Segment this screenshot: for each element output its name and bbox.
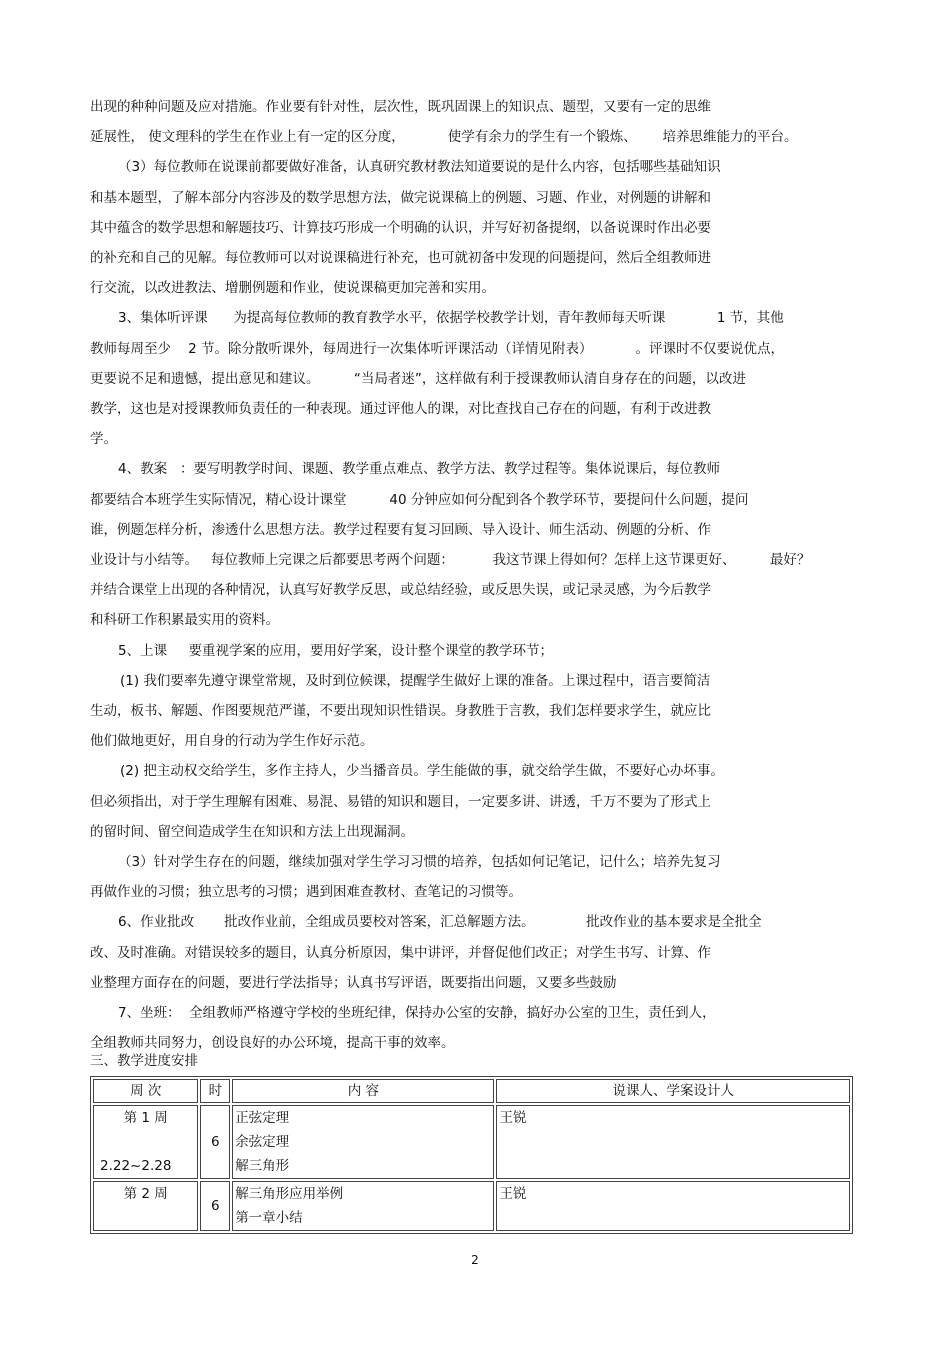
week-label: 第 2 周	[123, 1186, 168, 1202]
page-number: 2	[471, 1253, 479, 1267]
content-cell	[232, 1181, 494, 1231]
paragraph-line: 的留时间、留空间造成学生在知识和方法上出现漏洞。	[90, 823, 414, 840]
paragraph-line: 更要说不足和遗憾，提出意见和建议。 “当局者迷”，这样做有利于授课教师认清自身存在的问题，以改进	[90, 370, 746, 387]
paragraph-line: 7、坐班： 全组教师严格遵守学校的坐班纪律，保持办公室的安静，搞好办公室的卫生，责任到人，	[118, 1005, 716, 1021]
paragraph-line: (2) 把主动权交给学生，多作主持人，少当播音员。学生能做的事，就交给学生做，不要好心办坏事。	[120, 763, 724, 780]
paragraph-line: 改、及时准确。对错误较多的题目，认真分析原因，集中讲评，并督促他们改正；对学生书写、计算、作	[90, 944, 711, 961]
schedule-table	[90, 1076, 853, 1234]
content-item: 解三角形应用举例	[235, 1186, 344, 1202]
week-date	[96, 1130, 195, 1154]
hours-cell: 6	[200, 1181, 230, 1231]
content-item: 余弦定理	[235, 1134, 290, 1150]
section-title: 三、教学进度安排	[90, 1053, 198, 1069]
header-week: 周 次	[93, 1079, 198, 1103]
paragraph-line: 延展性， 使文理科的学生在作业上有一定的区分度， 使学有余力的学生有一个锻炼、 培养思维能力的平台。	[90, 129, 798, 146]
header-person: 说课人、学案设计人	[496, 1079, 850, 1103]
content-item: 第一章小结	[235, 1210, 303, 1226]
paragraph-line: 的补充和自己的见解。每位教师可以对说课稿进行补充，也可就初备中发现的问题提问，然后全组教师进	[90, 250, 711, 266]
person-cell: 王锐	[496, 1105, 850, 1179]
paragraph-line: 教学，这也是对授课教师负责任的一种表现。通过评他人的课，对比查找自己存在的问题，有利于改进教	[90, 401, 711, 417]
week-cell	[93, 1181, 198, 1231]
paragraph-line: 学。	[90, 431, 117, 448]
week-label: 第 1 周	[123, 1110, 168, 1126]
paragraph-line: 但必须指出，对于学生理解有困难、易混、易错的知识和题目，一定要多讲、讲透，千万不要为了形式上	[90, 793, 711, 810]
person-cell: 王锐	[496, 1181, 850, 1231]
paragraph-line: 6、作业批改 批改作业前，全组成员要校对答案，汇总解题方法。 批改作业的基本要求是全批全	[118, 914, 762, 931]
paragraph-line: 业整理方面存在的问题，要进行学法指导；认真书写评语，既要指出问题，又要多些鼓励	[90, 974, 617, 991]
paragraph-line: 5、上课 要重视学案的应用，要用好学案，设计整个课堂的教学环节；	[118, 642, 554, 659]
header-hours: 时	[200, 1079, 230, 1103]
paragraph-line: 业设计与小结等。 每位教师上完课之后都要思考两个问题： 我这节课上得如何？怎样上这节课更好、 最好？	[90, 552, 811, 568]
content-item: 解三角形	[235, 1158, 290, 1174]
paragraph-line: 3、集体听评课 为提高每位教师的教育教学水平，依据学校教学计划，青年教师每天听课 1 节，其他	[118, 310, 784, 327]
paragraph-line: 教师每周至少 2 节。除分散听课外，每周进行一次集体听评课活动（详情见附表） 。评课时不仅要说优点，	[90, 340, 784, 357]
paragraph-line: 其中蕴含的数学思想和解题技巧、计算技巧形成一个明确的认识，并写好初备提纲，以备说课时作出必要	[90, 219, 711, 236]
table-row	[93, 1181, 850, 1231]
paragraph-line: 他们做地更好，用自身的行动为学生作好示范。	[90, 733, 374, 750]
table-row	[93, 1105, 850, 1179]
content-item: 正弦定理	[235, 1110, 290, 1126]
hours-cell: 6	[200, 1105, 230, 1179]
paragraph-line: 谁，例题怎样分析，渗透什么思想方法。教学过程要有复习回顾、导入设计、师生活动、例题的分析、作	[90, 521, 711, 538]
week-date: 2.22~2.28	[100, 1158, 172, 1174]
paragraph-line: 和基本题型，了解本部分内容涉及的数学思想方法，做完说课稿上的例题、习题、作业，对例题的讲解和	[90, 189, 711, 206]
paragraph-line: 都要结合本班学生实际情况，精心设计课堂 40 分钟应如何分配到各个教学环节，要提问什么问题，提问	[90, 491, 749, 508]
paragraph-line: 并结合课堂上出现的各种情况，认真写好教学反思，或总结经验，或反思失误，或记录灵感，为今后教学	[90, 582, 711, 599]
week-cell	[93, 1105, 198, 1179]
paragraph-line: 行交流，以改进教法、增删例题和作业，使说课稿更加完善和实用。	[90, 280, 495, 297]
header-content: 内 容	[232, 1079, 494, 1103]
paragraph-line: 4、教案 ：要写明教学时间、课题、教学重点难点、教学方法、教学过程等。集体说课后，每位教师	[118, 461, 720, 478]
paragraph-line: （3）针对学生存在的问题，继续加强对学生学习习惯的培养，包括如何记笔记，记什么；培养先复习	[118, 854, 721, 870]
paragraph-line: 生动，板书、解题、作图要规范严谨，不要出现知识性错误。身教胜于言教，我们怎样要求学生，就应比	[90, 703, 711, 719]
paragraph-line: （3）每位教师在说课前都要做好准备，认真研究教材教法知道要说的是什么内容，包括哪些基础知识	[118, 159, 721, 176]
paragraph-line: (1) 我们要率先遵守课堂常规，及时到位候课，提醒学生做好上课的准备。上课过程中，语言要简洁	[120, 672, 711, 689]
content-cell	[232, 1105, 494, 1179]
paragraph-line: 和科研工作积累最实用的资料。	[90, 612, 279, 629]
table-header-row	[93, 1079, 850, 1103]
paragraph-line: 出现的种种问题及应对措施。作业要有针对性，层次性，既巩固课上的知识点、题型，又要有一定的思维	[90, 99, 711, 115]
paragraph-line: 全组教师共同努力，创设良好的办公环境，提高干事的效率。	[90, 1035, 455, 1052]
paragraph-line: 再做作业的习惯；独立思考的习惯；遇到困难查教材、查笔记的习惯等。	[90, 884, 522, 901]
